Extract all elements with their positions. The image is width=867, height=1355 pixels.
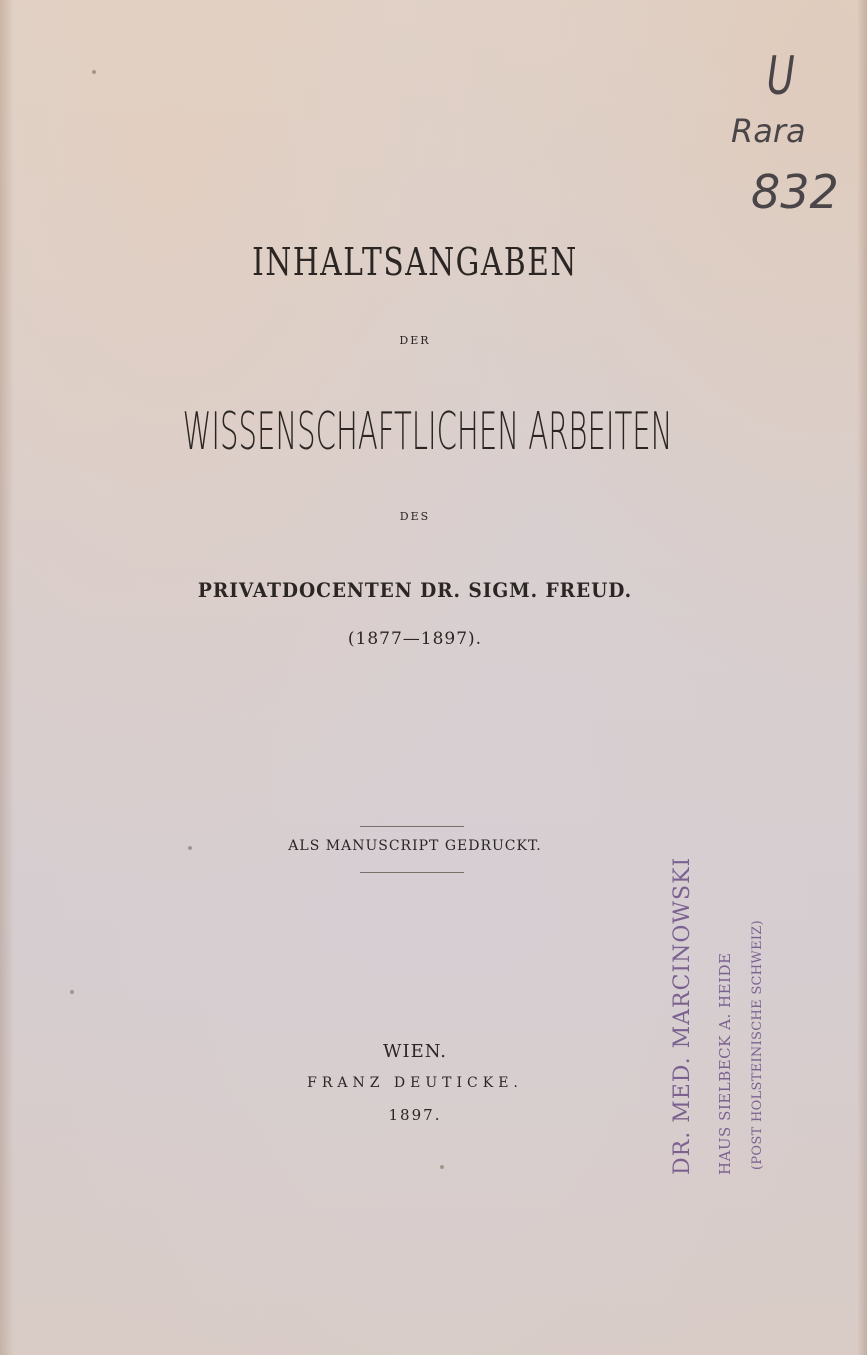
shelf-mark-line-3: 832	[751, 165, 839, 219]
connector-des: DES	[399, 510, 431, 523]
page-edge-left	[0, 0, 14, 1355]
imprint-year: 1897.	[388, 1106, 442, 1124]
imprint-publisher: FRANZ DEUTICKE.	[307, 1075, 523, 1091]
shelf-mark-line-1: U	[766, 44, 795, 107]
title-line-1: INHALTSANGABEN	[252, 240, 578, 284]
stamp-line-3: (POST HOLSTEINISCHE SCHWEIZ)	[750, 919, 765, 1170]
handwritten-shelf-mark	[725, 30, 855, 220]
paper-spot	[70, 990, 74, 994]
title-line-2: WISSENSCHAFTLICHEN ARBEITEN	[182, 402, 673, 462]
page-edge-right	[857, 0, 867, 1355]
paper-spot	[440, 1165, 444, 1169]
manuscript-note: ALS MANUSCRIPT GEDRUCKT.	[288, 838, 542, 854]
connector-der: DER	[399, 334, 431, 347]
author-line: PRIVATDOCENTEN DR. SIGM. FREUD.	[197, 578, 633, 602]
stamp-line-2: HAUS SIELBECK A. HEIDE	[716, 952, 734, 1175]
imprint-city: WIEN.	[382, 1041, 448, 1062]
owner-stamp	[650, 845, 790, 1215]
shelf-mark-line-2: Rara	[731, 112, 806, 150]
paper-spot	[188, 846, 192, 850]
paper-spot	[92, 70, 96, 74]
years-line: (1877—1897).	[347, 629, 483, 649]
stamp-line-1: DR. MED. MARCINOWSKI	[670, 856, 695, 1175]
rule-below-note	[360, 872, 464, 873]
rule-above-note	[360, 826, 464, 827]
